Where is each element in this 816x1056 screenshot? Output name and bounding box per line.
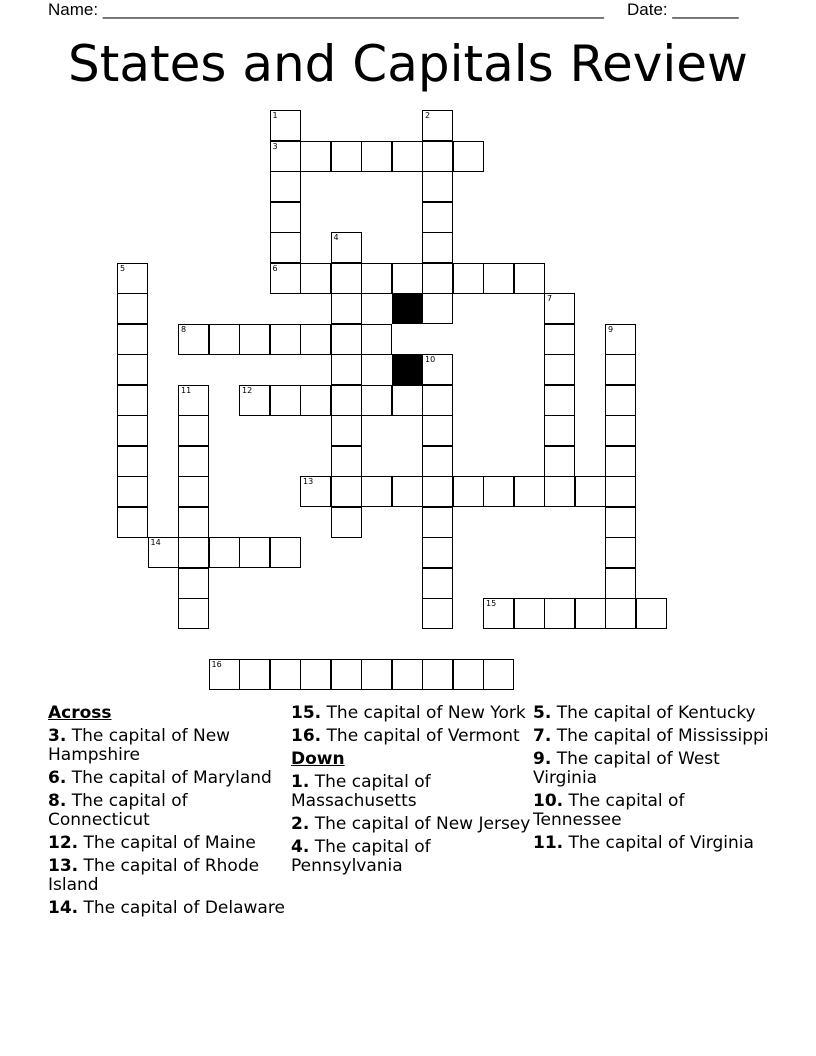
grid-cell[interactable]: [331, 141, 362, 172]
grid-cell[interactable]: [422, 476, 453, 507]
clue-text: The capital of New Hampshire: [48, 726, 231, 765]
clue-number: 2.: [291, 814, 310, 834]
grid-cell[interactable]: [178, 446, 209, 477]
grid-cell[interactable]: [605, 507, 636, 538]
clue-text: The capital of Massachusetts: [291, 772, 431, 811]
clues-column-3: [533, 704, 773, 857]
clue-text: The capital of Maine: [78, 833, 256, 853]
grid-cell[interactable]: [178, 415, 209, 446]
grid-cell[interactable]: [148, 537, 179, 568]
clue-text: The capital of New Jersey: [309, 814, 531, 834]
grid-cell[interactable]: [544, 293, 575, 324]
grid-cell[interactable]: [605, 598, 636, 629]
grid-cell[interactable]: [361, 476, 392, 507]
grid-cell[interactable]: [544, 415, 575, 446]
clue-number: 11.: [533, 833, 564, 853]
clue-number: 7: [547, 294, 553, 303]
grid-cell[interactable]: [117, 507, 148, 538]
clue-text: The capital of West Virginia: [533, 749, 720, 788]
clue-number: 12.: [48, 833, 79, 853]
grid-cell[interactable]: [178, 324, 209, 355]
grid-cell[interactable]: [422, 354, 453, 385]
grid-cell[interactable]: [270, 263, 301, 294]
clue-number: 9.: [533, 749, 552, 769]
grid-cell[interactable]: [331, 415, 362, 446]
grid-cell[interactable]: [239, 537, 270, 568]
page-title: States and Capitals Review: [68, 35, 748, 93]
grid-block: [392, 354, 423, 385]
grid-cell[interactable]: [422, 171, 453, 202]
grid-cell[interactable]: [422, 659, 453, 690]
grid-cell[interactable]: [483, 476, 514, 507]
clue-item: [533, 750, 773, 788]
grid-cell[interactable]: [117, 476, 148, 507]
grid-cell[interactable]: [270, 110, 301, 141]
grid-cell[interactable]: [209, 537, 240, 568]
clue-number: 5: [120, 263, 126, 273]
clue-number: 14.: [48, 898, 79, 918]
grid-cell[interactable]: [270, 537, 301, 568]
grid-cell[interactable]: [331, 659, 362, 690]
clue-text: The capital of Virginia: [563, 833, 754, 853]
grid-cell[interactable]: [300, 659, 331, 690]
clue-item: [533, 834, 773, 853]
grid-cell[interactable]: [575, 476, 606, 507]
grid-cell[interactable]: [453, 659, 484, 690]
grid-cell[interactable]: [209, 659, 240, 690]
grid-cell[interactable]: [514, 598, 545, 629]
grid-cell[interactable]: [575, 598, 606, 629]
clue-number: 15: [486, 599, 497, 608]
grid-cell[interactable]: [178, 385, 209, 416]
grid-cell[interactable]: [422, 507, 453, 538]
clue-item: [533, 727, 773, 746]
grid-cell[interactable]: [422, 598, 453, 629]
grid-cell[interactable]: [361, 324, 392, 355]
clue-number: 8.: [48, 791, 67, 811]
clue-number: 6: [272, 263, 278, 273]
clue-number: 2: [425, 111, 431, 120]
grid-cell[interactable]: [453, 476, 484, 507]
grid-cell[interactable]: [514, 476, 545, 507]
grid-cell[interactable]: [483, 263, 514, 294]
clue-number: 16.: [291, 726, 322, 746]
clues-column-2: [291, 704, 531, 880]
grid-cell[interactable]: [544, 324, 575, 355]
grid-cell[interactable]: [361, 385, 392, 416]
clue-item: [291, 727, 531, 746]
clue-text: The capital of Delaware: [78, 898, 285, 918]
clue-number: 3.: [48, 726, 67, 746]
grid-cell[interactable]: [422, 537, 453, 568]
clue-number: 12: [242, 385, 253, 395]
grid-cell[interactable]: [239, 385, 270, 416]
grid-cell[interactable]: [178, 598, 209, 629]
clues-column-1: [48, 704, 288, 922]
clue-item: [291, 773, 531, 811]
grid-cell[interactable]: [178, 507, 209, 538]
grid-cell[interactable]: [331, 476, 362, 507]
grid-cell[interactable]: [544, 598, 575, 629]
grid-cell[interactable]: [361, 141, 392, 172]
grid-cell[interactable]: [544, 476, 575, 507]
grid-cell[interactable]: [300, 385, 331, 416]
grid-cell[interactable]: [605, 324, 636, 355]
grid-cell[interactable]: [331, 293, 362, 324]
clue-text: The capital of Connecticut: [48, 791, 188, 830]
clue-item: [291, 704, 531, 723]
name-label: Name:: [48, 0, 99, 19]
clue-number: 15.: [291, 703, 322, 723]
clue-number: 9: [608, 324, 614, 334]
clue-text: The capital of Rhode Island: [48, 856, 260, 895]
grid-cell[interactable]: [270, 171, 301, 202]
grid-cell[interactable]: [422, 110, 453, 141]
date-line: _______: [672, 0, 739, 19]
clue-text: The capital of Tennessee: [533, 791, 685, 830]
grid-cell[interactable]: [392, 385, 423, 416]
clue-item: [48, 792, 288, 830]
clue-number: 4.: [291, 837, 310, 857]
grid-cell[interactable]: [605, 537, 636, 568]
clue-number: 14: [150, 538, 161, 547]
grid-block: [392, 293, 423, 324]
grid-cell[interactable]: [331, 232, 362, 263]
grid-cell[interactable]: [361, 263, 392, 294]
grid-cell[interactable]: [117, 446, 148, 477]
section-heading: Across: [48, 703, 112, 723]
grid-cell[interactable]: [331, 507, 362, 538]
grid-cell[interactable]: [361, 659, 392, 690]
clue-text: The capital of New York: [321, 703, 526, 723]
grid-cell[interactable]: [605, 354, 636, 385]
grid-cell[interactable]: [117, 354, 148, 385]
clue-item: [48, 727, 288, 765]
grid-cell[interactable]: [300, 141, 331, 172]
grid-cell[interactable]: [178, 537, 209, 568]
grid-cell[interactable]: [300, 324, 331, 355]
grid-cell[interactable]: [331, 446, 362, 477]
grid-cell[interactable]: [453, 141, 484, 172]
clue-number: 4: [333, 233, 339, 242]
clue-item: [48, 857, 288, 895]
clue-number: 10: [425, 355, 436, 364]
grid-cell[interactable]: [392, 659, 423, 690]
clue-text: The capital of Vermont: [321, 726, 520, 746]
clue-item: [48, 834, 288, 853]
grid-cell[interactable]: [209, 324, 240, 355]
grid-cell[interactable]: [483, 659, 514, 690]
grid-cell[interactable]: [117, 415, 148, 446]
grid-cell[interactable]: [605, 476, 636, 507]
grid-cell[interactable]: [422, 446, 453, 477]
grid-cell[interactable]: [331, 354, 362, 385]
grid-cell[interactable]: [544, 385, 575, 416]
grid-cell[interactable]: [270, 659, 301, 690]
grid-cell[interactable]: [270, 202, 301, 233]
clue-number: 10.: [533, 791, 564, 811]
grid-cell[interactable]: [270, 324, 301, 355]
grid-cell[interactable]: [422, 232, 453, 263]
clue-number: 13: [303, 477, 314, 486]
grid-cell[interactable]: [392, 141, 423, 172]
grid-cell[interactable]: [117, 385, 148, 416]
grid-cell[interactable]: [331, 263, 362, 294]
clue-text: The capital of Mississippi: [551, 726, 769, 746]
grid-cell[interactable]: [300, 263, 331, 294]
grid-cell[interactable]: [514, 263, 545, 294]
grid-cell[interactable]: [239, 659, 270, 690]
clue-number: 8: [181, 324, 187, 334]
section-heading: Down: [291, 749, 345, 769]
grid-cell[interactable]: [605, 385, 636, 416]
grid-cell[interactable]: [544, 446, 575, 477]
clue-number: 1: [272, 111, 278, 120]
clue-item: [48, 899, 288, 918]
grid-cell[interactable]: [422, 293, 453, 324]
grid-cell[interactable]: [270, 385, 301, 416]
grid-cell[interactable]: [117, 293, 148, 324]
grid-cell[interactable]: [422, 415, 453, 446]
clue-number: 11: [181, 385, 192, 395]
clue-text: The capital of Kentucky: [551, 703, 756, 723]
name-line: _____________________________________________________: [102, 0, 604, 19]
grid-cell[interactable]: [422, 568, 453, 599]
grid-cell[interactable]: [392, 263, 423, 294]
clue-text: The capital of Pennsylvania: [291, 837, 431, 876]
grid-cell[interactable]: [422, 263, 453, 294]
grid-cell[interactable]: [178, 476, 209, 507]
grid-cell[interactable]: [605, 568, 636, 599]
grid-cell[interactable]: [453, 263, 484, 294]
clue-number: 16: [211, 660, 222, 669]
clue-number: 6.: [48, 768, 67, 788]
grid-cell[interactable]: [117, 263, 148, 294]
grid-cell[interactable]: [300, 476, 331, 507]
clue-item: [533, 704, 773, 723]
grid-cell[interactable]: [636, 598, 667, 629]
grid-cell[interactable]: [422, 385, 453, 416]
clue-item: [291, 815, 531, 834]
grid-cell[interactable]: [331, 324, 362, 355]
grid-cell[interactable]: [605, 415, 636, 446]
clue-number: 5.: [533, 703, 552, 723]
clue-number: 13.: [48, 856, 79, 876]
clue-item: [48, 769, 288, 788]
date-label: Date:: [627, 0, 668, 19]
clue-number: 7.: [533, 726, 552, 746]
grid-cell[interactable]: [239, 324, 270, 355]
grid-cell[interactable]: [270, 232, 301, 263]
grid-cell[interactable]: [605, 446, 636, 477]
grid-cell[interactable]: [178, 568, 209, 599]
clue-text: The capital of Maryland: [66, 768, 272, 788]
grid-cell[interactable]: [483, 598, 514, 629]
grid-cell[interactable]: [270, 141, 301, 172]
clue-item: [291, 838, 531, 876]
grid-cell[interactable]: [422, 141, 453, 172]
clue-number: 1.: [291, 772, 310, 792]
grid-cell[interactable]: [117, 324, 148, 355]
grid-cell[interactable]: [422, 202, 453, 233]
clue-number: 3: [272, 141, 278, 151]
grid-cell[interactable]: [392, 476, 423, 507]
grid-cell[interactable]: [544, 354, 575, 385]
clue-item: [533, 792, 773, 830]
grid-cell[interactable]: [331, 385, 362, 416]
